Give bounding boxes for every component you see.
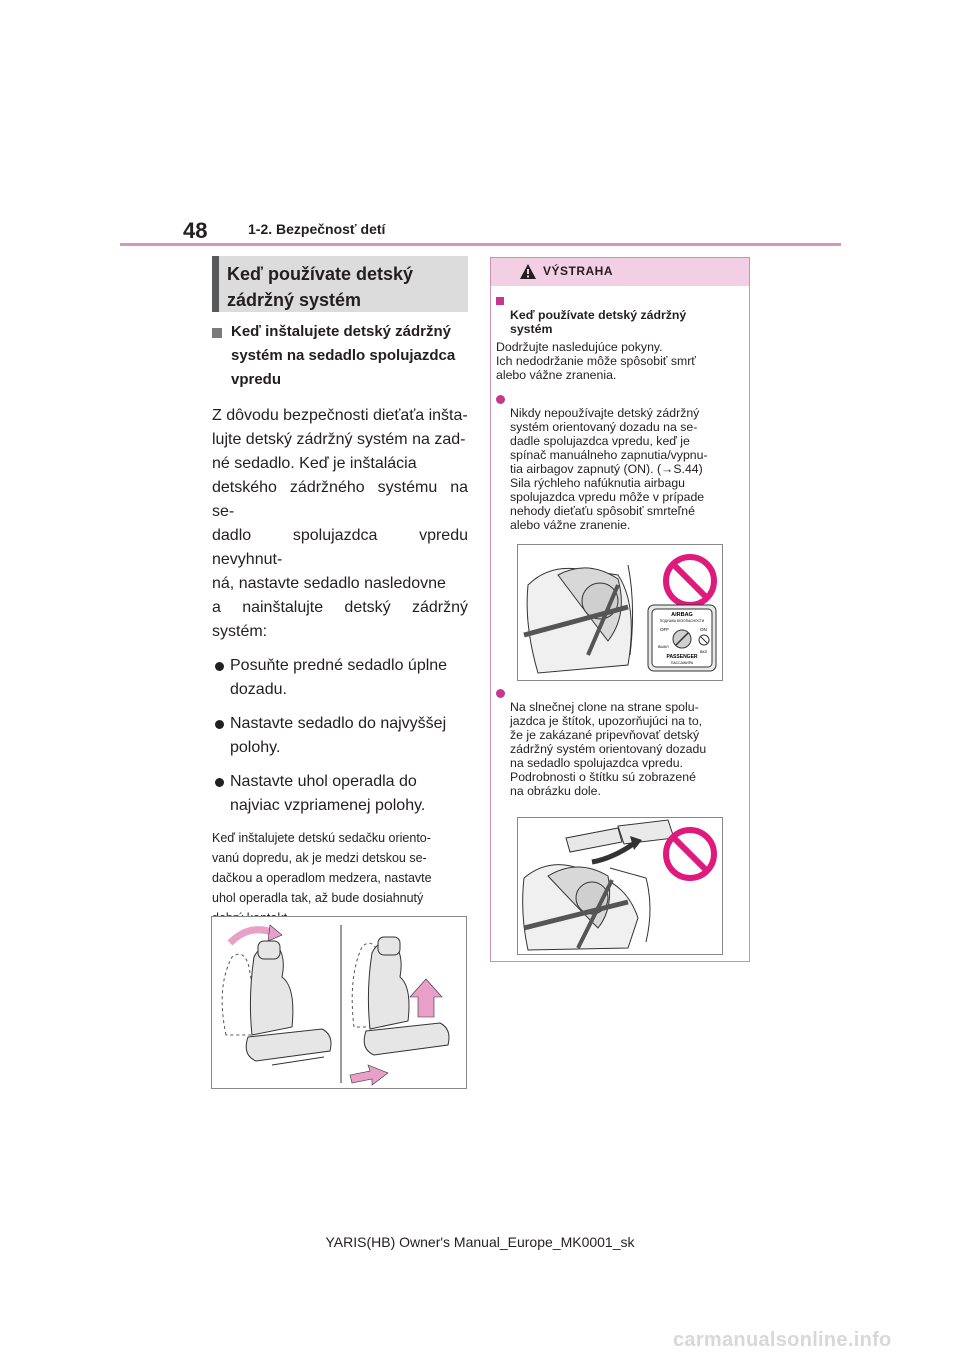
intro-paragraph: Z dôvodu bezpečnosti dieťaťa inšta- lujte detský zádržný systém na zad- né sedadlo. Keď je inštalácia detského zádržného systému na se- dadlo spolujazdca vpredu nevyhnut- ná, nastavte sedadlo nasledovne a nainštalujte detský zádržný systém: bbox=[212, 407, 468, 640]
airbag-label: AIRBAG bbox=[671, 612, 693, 618]
bullet-text: Posuňte predné sedadlo úplne dozadu. bbox=[230, 657, 448, 698]
warning-triangle-icon bbox=[519, 263, 537, 280]
warning-item-text: Nikdy nepoužívajte detský zádržný systém orientovaný dozadu na se- dadle spolujazdca vpredu, keď je spínač manuálneho zapnutia/vypnu- tia airbagov zapnutý (ON). (→S.44) Sila rýchleho nafúknutia airbagu spolujazdca vpredu môže v prípade nehody dieťaťu spôsobiť smrteľné alebo vážne zranenie. bbox=[510, 406, 708, 532]
on-label: ON bbox=[700, 627, 707, 632]
header-rule bbox=[120, 243, 841, 246]
warning-subheading bbox=[496, 294, 746, 336]
footer-text: YARIS(HB) Owner's Manual_Europe_MK0001_sk bbox=[325, 1234, 635, 1250]
section-heading-box bbox=[212, 256, 468, 312]
off-label: OFF bbox=[660, 627, 669, 632]
square-bullet-icon bbox=[496, 297, 504, 305]
bullet-dot-icon bbox=[496, 395, 505, 404]
bullet-dot-icon bbox=[215, 778, 224, 787]
off-label-ru: ВЫКЛ bbox=[658, 645, 669, 649]
section-heading: Keď používate detský zádržný systém bbox=[227, 264, 413, 310]
bullet-item bbox=[212, 770, 468, 818]
page-number: 48 bbox=[183, 218, 208, 243]
square-bullet-icon bbox=[212, 328, 222, 338]
sun-visor-label-illustration bbox=[517, 817, 723, 955]
subheading bbox=[212, 320, 468, 392]
note-paragraph: Keď inštalujete detskú sedačku oriento- vanú dopredu, ak je medzi detskou se- dačkou a operadlom medzera, nastavte uhol operadla tak, až bude dosiahnutý bbox=[212, 831, 432, 905]
warning-subheading-text: Keď používate detský zádržný systém bbox=[510, 308, 687, 336]
airbag-label-ru: ПОДУШКА БЕЗОПАСНОСТИ bbox=[659, 619, 705, 623]
bullet-dot-icon bbox=[215, 662, 224, 671]
bullet-text: Nastavte uhol operadla do najviac vzpriamenej polohy. bbox=[230, 773, 426, 814]
warning-body bbox=[496, 294, 746, 532]
bullet-text: Nastavte sedadlo do najvyššej polohy. bbox=[230, 715, 447, 756]
section-title: 1-2. Bezpečnosť detí bbox=[248, 221, 386, 237]
airbag-switch-illustration bbox=[517, 544, 723, 681]
seat-adjust-illustration bbox=[211, 916, 467, 1089]
bullet-item bbox=[212, 712, 468, 760]
bullet-dot-icon bbox=[496, 689, 505, 698]
passenger-label-ru: ПАССАЖИРА bbox=[670, 661, 694, 665]
bullet-dot-icon bbox=[215, 720, 224, 729]
warning-item-1 bbox=[496, 392, 746, 532]
warning-item-text: Na slnečnej clone na strane spolu- jazdca je štítok, upozorňujúci na to, že je zakázané pripevňovať detský zádržný systém orientovaný dozadu na sedadlo spolujazdca vpredu. Podrobnosti o štítku sú zobrazené na obrázku dole. bbox=[510, 700, 707, 798]
subheading-text: Keď inštalujete detský zádržný systém na sedadlo spolujazdca vpredu bbox=[231, 323, 456, 388]
warning-item-2 bbox=[496, 686, 760, 798]
passenger-label: PASSENGER bbox=[666, 654, 698, 660]
warning-intro: Dodržujte nasledujúce pokyny. Ich nedodržanie môže spôsobiť smrť alebo vážne zranenia. bbox=[496, 340, 696, 382]
on-label-ru: ВКЛ bbox=[700, 650, 708, 654]
warning-header bbox=[491, 258, 749, 286]
watermark: carmanualsonline.info bbox=[673, 1329, 892, 1351]
bullet-item bbox=[212, 654, 468, 702]
warning-title: VÝSTRAHA bbox=[543, 264, 614, 278]
